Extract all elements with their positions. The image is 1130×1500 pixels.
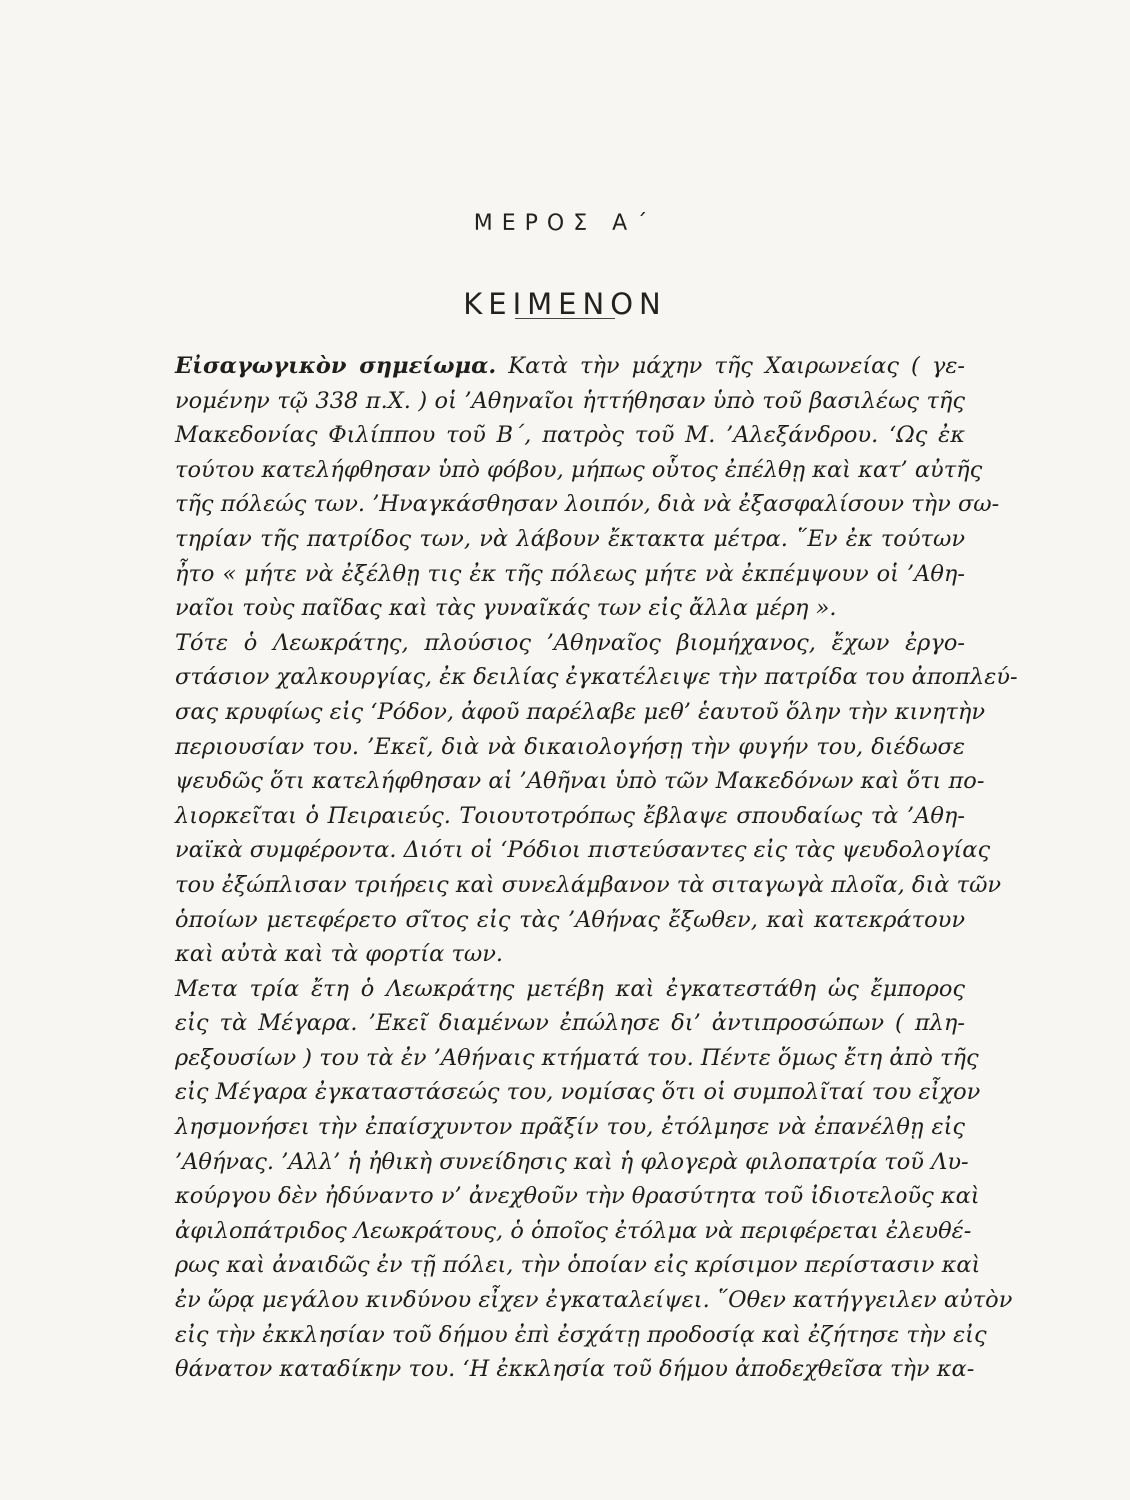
text-line: εἰς τὴν ἐκκλησίαν τοῦ δήμου ἐπὶ ἐσχάτῃ προδοσίᾳ καὶ ἐζήτησε τὴν εἰς [175,1321,987,1348]
text-line: του ἐξώπλισαν τριήρεις καὶ συνελάμβανον τὰ σιταγωγὰ πλοῖα, διὰ τῶν [175,871,1002,898]
text-line [175,349,965,384]
text-line: ναϊκὰ συμφέροντα. Διότι οἱ ‘Ρόδιοι πιστεύσαντες εἰς τὰς ψευδολογίας [175,837,991,864]
text-line: λησμονήσει τὴν ἐπαίσχυντον πρᾶξίν του, ἐτόλμησε νὰ ἐπανέλθῃ εἰς [175,1114,965,1141]
text-line: εἰς τὰ Μέγαρα. ’Εκεῖ διαμένων ἐπώλησε δι’ ἀντιπροσώπων ( πλη- [175,1010,965,1037]
body-text [175,349,1018,1387]
text-line: ρεξουσίων ) του τὰ ἐν ’Αθήναις κτήματά του. Πέντε ὅμως ἔτη ἀπὸ τῆς [175,1044,979,1071]
text-line: ρως καὶ ἀναιδῶς ἐν τῇ πόλει, τὴν ὁποίαν εἰς κρίσιμον περίστασιν καὶ [175,1252,981,1279]
text-line: ἐν ὥρᾳ μεγάλου κινδύνου εἶχεν ἐγκαταλείψει. ῞Οθεν κατήγγειλεν αὐτὸν [175,1287,1013,1314]
text-line: εἰς Μέγαρα ἐγκαταστάσεώς του, νομίσας ὅτι οἱ συμπολῖταί του εἶχον [175,1079,981,1106]
text-line: καὶ αὐτὰ καὶ τὰ φορτία των. [175,941,504,968]
text-line: Μακεδονίας Φιλίππου τοῦ Β΄, πατρὸς τοῦ Μ. ’Αλεξάνδρου. ‘Ως ἐκ [175,422,965,449]
text-line: τῆς πόλεώς των. ’Ηναγκάσθησαν λοιπόν, διὰ νὰ ἐξασφαλίσουν τὴν σω- [175,491,1000,518]
text-line: λιορκεῖται ὁ Πειραιεύς. Τοιουτοτρόπως ἔβλαψε σπουδαίως τὰ ’Αθη- [175,802,965,829]
text-line: ψευδῶς ὅτι κατελήφθησαν αἱ ’Αθῆναι ὑπὸ τῶν Μακεδόνων καὶ ὅτι πο- [175,768,985,795]
text-line: κούργου δὲν ἠδύναντο ν’ ἀνεχθοῦν τὴν θρασύτητα τοῦ ἰδιοτελοῦς καὶ [175,1183,980,1210]
text-line: Μετα τρία ἔτη ὁ Λεωκράτης μετέβη καὶ ἐγκατεστάθη ὡς ἔμπορος [175,975,965,1002]
text-line: σας κρυφίως εἰς ‘Ρόδον, ἀφοῦ παρέλαβε μεθ’ ἑαυτοῦ ὅλην τὴν κινητὴν [175,698,986,725]
text-line: περιουσίαν του. ’Εκεῖ, διὰ νὰ δικαιολογήσῃ τὴν φυγήν του, διέδωσε [175,733,965,760]
text-line: Τότε ὁ Λεωκράτης, πλούσιος ’Αθηναῖος βιομήχανος, ἔχων ἐργο- [175,629,965,656]
title-rule [515,318,615,319]
text-line: τούτου κατελήφθησαν ὑπὸ φόβου, μήπως οὗτος ἐπέλθῃ καὶ κατ’ αὐτῆς [175,456,983,483]
text-line: ἦτο « μήτε νὰ ἐξέλθῃ τις ἐκ τῆς πόλεως μήτε νὰ ἐκπέμψουν οἱ ’Αθη- [175,560,965,587]
text-line: νομένην τῷ 338 π.Χ. ) οἱ ’Αθηναῖοι ἡττήθησαν ὑπὸ τοῦ βασιλέως τῆς [175,387,965,414]
text-line: στάσιον χαλκουργίας, ἐκ δειλίας ἐγκατέλειψε τὴν πατρίδα του ἀποπλεύ- [175,664,1018,691]
text-line: ’Αθήνας. ’Αλλ’ ἡ ἠθικὴ συνείδησις καὶ ἡ φλογερὰ φιλοπατρία τοῦ Λυ- [175,1148,969,1175]
text-line: ὁποίων μετεφέρετο σῖτος εἰς τὰς ’Αθήνας ἔξωθεν, καὶ κατεκράτουν [175,906,965,933]
text-line-content: Κατὰ τὴν μάχην τῆς Χαιρωνείας ( γε- [496,353,965,379]
text-line: ἀφιλοπάτριδος Λεωκράτους, ὁ ὁποῖος ἐτόλμα νὰ περιφέρεται ἐλευθέ- [175,1217,972,1244]
part-label: ΜΕΡΟΣ Α΄ [473,211,657,236]
text-line: ναῖοι τοὺς παῖδας καὶ τὰς γυναῖκάς των εἰς ἄλλα μέρη ». [175,595,837,622]
intro-heading: Εἰσαγωγικὸν σημείωμα. [175,353,497,379]
text-line: τηρίαν τῆς πατρίδος των, νὰ λάβουν ἔκτακτα μέτρα. ῞Εν ἐκ τούτων [175,525,965,552]
text-line: θάνατον καταδίκην του. ‘Η ἐκκλησία τοῦ δήμου ἀποδεχθεῖσα τὴν κα- [175,1356,975,1383]
section-title: ΚΕΙΜΕΝΟΝ [463,287,667,322]
